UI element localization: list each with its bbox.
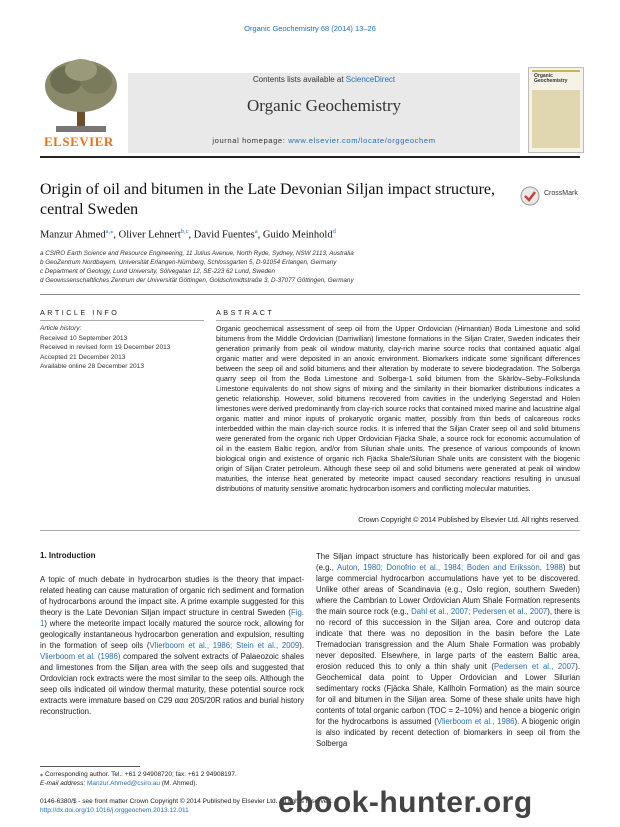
author-affil-mark[interactable]: a	[254, 228, 258, 235]
author-affil-mark[interactable]: b,c	[180, 228, 189, 235]
homepage-prefix: journal homepage:	[212, 136, 289, 145]
citation-link[interactable]: Vlierboom et al., 1986	[436, 717, 515, 726]
section-rule	[40, 294, 580, 295]
paragraph-text: ).	[299, 641, 304, 650]
affiliation: b GeoZentrum Nordbayern, Universität Erlangen-Nürnberg, Schlossgarten 5, D-91054 Erlangen, Germany	[40, 259, 337, 266]
citation-link[interactable]: Dahl et al., 2007; Pedersen et al., 2007	[411, 607, 548, 616]
header-rule	[40, 156, 580, 158]
abstract-copyright: Crown Copyright © 2014 Published by Elsevier Ltd. All rights reserved.	[358, 516, 580, 524]
watermark-text: ebook-hunter.org	[278, 786, 533, 819]
citation-link[interactable]: Pedersen et al., 2007	[493, 662, 576, 671]
doi-link[interactable]: http://dx.doi.org/10.1016/j.orggeochem.2013.12.011	[40, 807, 189, 814]
abstract-heading: ABSTRACT	[216, 308, 275, 317]
author-name[interactable]: Guido Meinhold	[262, 229, 333, 241]
paragraph-text: The Siljan impact structure has historically been explored for oil and gas (e.g.,	[316, 552, 580, 572]
email-label: E-mail address:	[40, 780, 87, 787]
abstract-rule	[216, 320, 580, 321]
history-accepted: Accepted 21 December 2013	[40, 353, 126, 361]
issn-line: 0146-6380/$ - see front matter Crown Copyright © 2014 Published by Elsevier Ltd. All rights reserved.	[40, 798, 333, 805]
paragraph-text: ), there is no record of this succession in the Siljan area. Core and outcrop data indicate that there was no deposition in the basin before the Late Tremadocian transgression and the Alum Shale Formation was probably never deposited. Elsewhere, in large parts of the eastern Baltic area, erosion reduced this to only a thin shaly unit (	[316, 607, 581, 671]
author-name[interactable]: David Fuentes	[193, 229, 255, 241]
affiliation: a CSIRO Earth Science and Resource Engineering, 11 Julius Avenue, North Ryde, Sydney, NSW 2113, Australia	[40, 250, 354, 257]
publisher-name: ELSEVIER	[44, 134, 114, 149]
author-name[interactable]: Manzur Ahmed	[40, 229, 106, 241]
article-title: Origin of oil and bitumen in the Late Devonian Siljan impact structure, central Sweden	[40, 181, 495, 218]
citation-link[interactable]: Vlierboom et al., 1986; Stein et al., 2009	[149, 641, 300, 650]
author-list: Manzur Ahmed$^{a,⁎}$, Oliver Lehnert$^{b,c}$, David Fuentes$^a$, Guido Meinhold$^d$	[40, 228, 336, 241]
affiliation: c Department of Geology, Lund University, Sölvegatan 12, SE-223 62 Lund, Sweden	[40, 268, 275, 275]
intro-heading: 1. Introduction	[40, 551, 96, 560]
footnote-rule	[40, 766, 140, 767]
sciencedirect-link[interactable]: ScienceDirect	[345, 75, 396, 84]
article-info-heading: ARTICLE INFO	[40, 308, 120, 317]
email-link[interactable]: Manzur.Ahmed@csiro.au	[86, 780, 161, 787]
journal-citation[interactable]: Organic Geochemistry 68 (2014) 13–26	[244, 24, 376, 33]
citation-link[interactable]: Fig. 1	[40, 608, 304, 628]
article-history	[40, 324, 170, 372]
corresponding-author: ⁎ Corresponding author. Tel.: +61 2 94908720; fax: +61 2 94908197.	[40, 771, 237, 778]
journal-homepage	[128, 136, 520, 145]
contents-prefix: Contents lists available at	[252, 75, 346, 84]
email-suffix: (M. Ahmed).	[160, 780, 198, 787]
body-rule	[40, 530, 580, 531]
intro-column-left	[40, 574, 304, 717]
journal-cover-thumbnail	[528, 67, 584, 153]
citation-link[interactable]: Vlierboom et al. (1986)	[40, 652, 121, 661]
abstract-text: Organic geochemical assessment of seep oil from the Upper Ordovician (Hirnantian) Boda Limestone and solid bitumens from the Middle Ordovician (Darriwilian) limestone formations in the Siljan Crater, Sweden indicates their generation primarily from peak oil window maturity, clay-rich marine source rocks that contained aquatic algal organic matter and were deposited in an anoxic environment. Biomarkers indicate some significant differences between the seep oil and solid bitumens and their alteration by moderate to severe biodegradation. The Solberga quarry seep oil from the Boda Limestone and Solberga-1 solid bitumen from the Skärlöv–Seby–Folkslunda Limestone equivalents do not show signs of mixing and the similarity in their biomarker distributions indicates a genetic relationship. However, solid bitumens recovered from cavities in the underlying Segerstad and Holen limestones were derived predominantly from clay-rich source rocks that contained mixed marine and lacustrine algal organic matter and minor inputs of prokaryotic organic matter, possibly from thin beds of calcareous rocks interbedded within the main clay-rich source rocks. It is inferred that the Siljan Crater seep oil and solid bitumens were generated from the organic rich Upper Ordovician Fjäcka Shale, a source rock for economic accumulation of oil in the eastern Baltic region, and/or from Silurian shale units. The presence of various compounds of known biological origin and existence of organic rich Fjäcka Shale/Silurian Shale units are consistent with the biogenic origin of Siljan Crater petroleum. Although these seep oil and solid bitumens were generated at peak oil window maturities, the intense heat generated by meteorite impact caused secondary reactions resulting in unusual distributions of maturity sensitive aromatic hydrocarbon isomers and conflicting molecular maturities.	[216, 325, 580, 493]
author-name[interactable]: Oliver Lehnert	[118, 229, 181, 241]
contents-available	[128, 75, 520, 84]
citation-link[interactable]: Auton, 1980; Donofrio et al., 1984; Boden and Eriksson, 1988	[337, 563, 563, 572]
paragraph-text: ). A biogenic origin is also indicated by recent detection of biomarkers in seep oil from the Solberga	[316, 717, 581, 748]
journal-name: Organic Geochemistry	[246, 96, 402, 115]
affiliation: d Geowissenschaftliches Zentrum der Universität Göttingen, Goldschmidtstraße 3, D-37077 Göttingen, Germany	[40, 277, 354, 284]
paragraph-text: ) where the meteorite impact locally matured the source rock, allowing for geologically instantaneous hydrocarbon generation and expulsion, resulting in the formation of seep oils (	[40, 619, 304, 650]
cover-title: Organic Geochemistry	[534, 73, 568, 84]
author-affil-mark[interactable]: a,⁎	[105, 228, 114, 235]
intro-column-right	[316, 551, 580, 749]
history-received: Received 10 September 2013	[40, 334, 128, 342]
article-info-rule	[40, 320, 204, 321]
homepage-link[interactable]: www.elsevier.com/locate/orggeochem	[288, 136, 436, 145]
paragraph-text: ). Geochemical data point to Upper Ordovician and Lower Silurian sedimentary rocks (Fjäcka Shale, Kallholn Formation) as the main source for oil and bitumen in the Siljan area. Some of these shale units have high contents of total organic carbon (TOC = 2–10%) and hence a biogenic origin for the hydrocarbons is assumed (	[316, 662, 581, 726]
history-label: Article history:	[40, 325, 82, 332]
paragraph-text: A topic of much debate in hydrocarbon studies is the theory that impact-related heating can cause maturation of organic rich sediment and formation of hydrocarbons around the impact site. A prime example suggested for this theory is the Late Devonian Siljan impact structure in central Sweden (	[40, 575, 304, 617]
history-revised: Received in revised form 19 December 2013	[40, 344, 171, 351]
crossmark-icon[interactable]	[520, 186, 540, 211]
author-affil-mark[interactable]: d	[332, 228, 336, 235]
paragraph-text: ) but large commercial hydrocarbon accumulations have yet to be discovered. Unlike other areas of Scandinavia (e.g., Oslo region, southern Sweden) where the Cambrian to Lower Ordovician Alum Shale Formation represents the main source rock (e.g.,	[316, 563, 580, 616]
crossmark-label[interactable]: CrossMark	[544, 190, 578, 197]
history-online: Available online 28 December 2013	[40, 363, 144, 370]
corresponding-footnote	[40, 770, 237, 788]
paragraph-text: compared the solvent extracts of Palaeozoic shales and limestones from the Siljan area with the seep oils and suggested that Ordovician rock extracts were the most similar to the seep oils. Although the seep oils indicated oil window thermal maturity, these potential source rock extracts were immature based on C29 ααα 20S/20R ratios and burial history reconstruction.	[40, 652, 305, 716]
